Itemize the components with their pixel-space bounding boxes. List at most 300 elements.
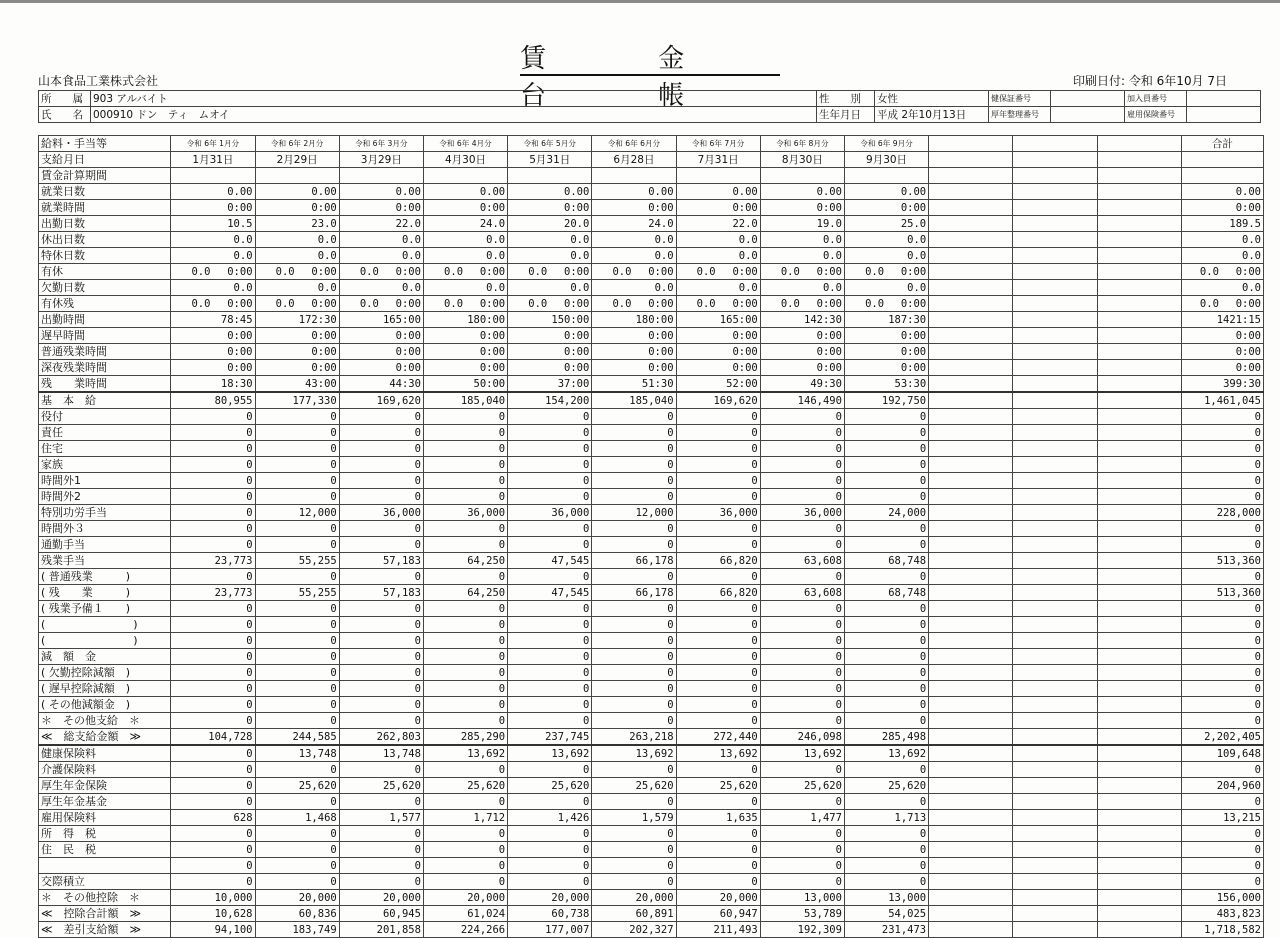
month-value: 263,218 xyxy=(592,729,676,746)
month-value: 285,498 xyxy=(844,729,928,746)
month-value: 0 xyxy=(760,858,844,874)
month-value: 0 xyxy=(760,601,844,617)
month-value: 0:00 xyxy=(423,200,507,216)
header-label: 給料・手当等 xyxy=(39,136,171,152)
empty-cell xyxy=(929,344,1013,360)
month-value: 0 xyxy=(592,425,676,441)
month-value: 51:30 xyxy=(592,376,676,393)
empty-cell xyxy=(1013,649,1097,665)
month-value: 0 xyxy=(255,665,339,681)
empty-cell xyxy=(929,457,1013,473)
month-value: 0 xyxy=(760,489,844,505)
month-value: 1,713 xyxy=(844,810,928,826)
ledger-row xyxy=(39,264,1264,280)
company-name: 山本食品工業株式会社 xyxy=(38,74,159,88)
month-value: 23,773 xyxy=(171,553,255,569)
ledger-row xyxy=(39,216,1264,232)
month-value: 262,803 xyxy=(339,729,423,746)
month-value: 0 xyxy=(255,489,339,505)
month-value: 0.0 xyxy=(171,248,255,264)
row-total: 0 xyxy=(1181,409,1263,425)
empty-cell xyxy=(929,280,1013,296)
empty-cell xyxy=(1097,681,1181,697)
month-value: 0:00 xyxy=(171,360,255,376)
ledger-row xyxy=(39,842,1264,858)
month-value: 169,620 xyxy=(339,392,423,409)
kousei-label: 厚年整理番号 xyxy=(989,107,1051,123)
empty-cell xyxy=(1097,569,1181,585)
month-value: 1,477 xyxy=(760,810,844,826)
ledger-row xyxy=(39,713,1264,729)
month-value: 0.0 0:00 xyxy=(255,296,339,312)
empty-cell xyxy=(1097,168,1181,184)
month-value: 0 xyxy=(508,697,592,713)
month-value: 0 xyxy=(760,842,844,858)
month-value: 0 xyxy=(760,441,844,457)
month-value: 0 xyxy=(339,858,423,874)
month-value: 0 xyxy=(255,858,339,874)
empty-cell xyxy=(1097,665,1181,681)
month-header: 令和 6年 5月分 xyxy=(508,136,592,152)
month-value: 0 xyxy=(339,874,423,890)
empty-cell xyxy=(929,762,1013,778)
month-value xyxy=(171,168,255,184)
empty-cell xyxy=(929,537,1013,553)
month-value: 0 xyxy=(592,441,676,457)
empty-cell xyxy=(929,360,1013,376)
month-value: 0 xyxy=(339,762,423,778)
empty-cell xyxy=(929,729,1013,746)
kenpo-value xyxy=(1051,91,1125,107)
month-value: 0 xyxy=(676,569,760,585)
empty-cell xyxy=(1097,537,1181,553)
row-total: 0.0 xyxy=(1181,248,1263,264)
month-value: 5月31日 xyxy=(508,152,592,168)
row-label: 介護保険料 xyxy=(39,762,171,778)
month-value: 60,836 xyxy=(255,906,339,922)
month-value: 0:00 xyxy=(339,360,423,376)
month-value: 0 xyxy=(255,473,339,489)
month-value: 68,748 xyxy=(844,553,928,569)
empty-cell xyxy=(1013,457,1097,473)
month-value: 187:30 xyxy=(844,312,928,328)
row-label: ( 残業予備１ ) xyxy=(39,601,171,617)
month-value: 0 xyxy=(339,649,423,665)
month-value: 0 xyxy=(676,473,760,489)
row-label: 深夜残業時間 xyxy=(39,360,171,376)
month-value: 0.00 xyxy=(676,184,760,200)
month-value: 0 xyxy=(592,794,676,810)
month-value: 0 xyxy=(423,601,507,617)
row-label: ＊ その他支給 ＊ xyxy=(39,713,171,729)
month-value: 0:00 xyxy=(592,328,676,344)
empty-cell xyxy=(929,826,1013,842)
month-value: 0.00 xyxy=(339,184,423,200)
empty-cell xyxy=(1097,601,1181,617)
month-value: 0 xyxy=(255,537,339,553)
month-value: 36,000 xyxy=(760,505,844,521)
ledger-row xyxy=(39,778,1264,794)
month-value: 13,692 xyxy=(592,745,676,762)
empty-cell xyxy=(1013,425,1097,441)
month-value: 0 xyxy=(339,794,423,810)
month-value: 0 xyxy=(676,649,760,665)
month-value: 25,620 xyxy=(339,778,423,794)
row-label: 残 業時間 xyxy=(39,376,171,393)
month-value: 0.0 0:00 xyxy=(339,264,423,280)
ledger-row xyxy=(39,184,1264,200)
empty-cell xyxy=(1097,392,1181,409)
empty-cell xyxy=(929,617,1013,633)
month-value: 0 xyxy=(508,713,592,729)
month-value: 0 xyxy=(171,505,255,521)
empty-cell xyxy=(1013,858,1097,874)
month-value: 22.0 xyxy=(339,216,423,232)
month-value: 0 xyxy=(423,649,507,665)
month-value: 0 xyxy=(676,858,760,874)
empty-cell xyxy=(1097,280,1181,296)
row-label: 通勤手当 xyxy=(39,537,171,553)
month-value: 25,620 xyxy=(255,778,339,794)
month-value: 25,620 xyxy=(844,778,928,794)
month-value xyxy=(844,168,928,184)
empty-cell xyxy=(929,296,1013,312)
month-value: 0 xyxy=(676,409,760,425)
month-value: 0 xyxy=(676,601,760,617)
month-value: 185,040 xyxy=(423,392,507,409)
month-value: 1,712 xyxy=(423,810,507,826)
month-value: 0 xyxy=(255,842,339,858)
month-value: 0.0 0:00 xyxy=(592,296,676,312)
month-value: 0 xyxy=(844,633,928,649)
month-value: 142:30 xyxy=(760,312,844,328)
empty-cell xyxy=(929,601,1013,617)
month-value: 192,309 xyxy=(760,922,844,938)
month-value: 36,000 xyxy=(508,505,592,521)
empty-cell xyxy=(1097,778,1181,794)
month-value: 183,749 xyxy=(255,922,339,938)
month-value: 0 xyxy=(171,697,255,713)
month-value: 0 xyxy=(508,473,592,489)
month-value: 0 xyxy=(339,473,423,489)
empty-cell xyxy=(1013,200,1097,216)
month-value: 0.00 xyxy=(255,184,339,200)
month-value: 0 xyxy=(423,521,507,537)
empty-cell xyxy=(1097,922,1181,938)
month-value: 0 xyxy=(423,697,507,713)
empty-cell xyxy=(1097,232,1181,248)
month-value: 0 xyxy=(339,842,423,858)
month-value: 0:00 xyxy=(171,328,255,344)
month-value: 0 xyxy=(423,842,507,858)
month-value: 94,100 xyxy=(171,922,255,938)
month-value: 0.00 xyxy=(760,184,844,200)
month-value: 211,493 xyxy=(676,922,760,938)
month-value: 0 xyxy=(760,794,844,810)
month-value: 0.0 xyxy=(760,280,844,296)
month-value: 0.0 xyxy=(423,232,507,248)
month-value: 0 xyxy=(423,425,507,441)
month-value: 0 xyxy=(171,874,255,890)
month-value: 0 xyxy=(844,537,928,553)
month-value: 0 xyxy=(760,665,844,681)
row-total: 0 xyxy=(1181,537,1263,553)
month-value: 0:00 xyxy=(844,328,928,344)
empty-cell xyxy=(1097,152,1181,168)
empty-cell xyxy=(1097,409,1181,425)
month-value: 224,266 xyxy=(423,922,507,938)
month-value: 0 xyxy=(508,858,592,874)
empty-cell xyxy=(1097,713,1181,729)
month-value: 9月30日 xyxy=(844,152,928,168)
month-value: 0 xyxy=(592,601,676,617)
month-value: 3月29日 xyxy=(339,152,423,168)
row-label: ( 普通残業 ) xyxy=(39,569,171,585)
empty-cell xyxy=(1097,906,1181,922)
koyou-label: 雇用保険番号 xyxy=(1125,107,1187,123)
empty-cell xyxy=(1097,633,1181,649)
month-value: 0.0 0:00 xyxy=(844,296,928,312)
ledger-row xyxy=(39,890,1264,906)
month-value xyxy=(508,168,592,184)
month-value: 0 xyxy=(844,826,928,842)
month-value: 0 xyxy=(844,521,928,537)
month-value: 0 xyxy=(508,409,592,425)
month-value: 37:00 xyxy=(508,376,592,393)
month-value: 25,620 xyxy=(508,778,592,794)
empty-cell xyxy=(929,890,1013,906)
wage-ledger-table xyxy=(38,135,1264,938)
month-value: 0 xyxy=(171,569,255,585)
month-value: 0.0 0:00 xyxy=(508,296,592,312)
month-value: 0:00 xyxy=(592,200,676,216)
month-value: 0:00 xyxy=(171,200,255,216)
month-value: 0 xyxy=(844,858,928,874)
month-value: 0 xyxy=(171,713,255,729)
month-value: 154,200 xyxy=(508,392,592,409)
month-value: 7月31日 xyxy=(676,152,760,168)
month-value: 0 xyxy=(171,521,255,537)
row-total: 0 xyxy=(1181,874,1263,890)
month-value: 201,858 xyxy=(339,922,423,938)
row-label: ( その他減額金 ) xyxy=(39,697,171,713)
month-value: 63,608 xyxy=(760,585,844,601)
month-value: 0 xyxy=(592,842,676,858)
birth-label: 生年月日 xyxy=(817,107,875,123)
month-value: 0 xyxy=(423,473,507,489)
empty-cell xyxy=(1097,890,1181,906)
empty-cell xyxy=(929,473,1013,489)
empty-cell xyxy=(929,312,1013,328)
empty-cell xyxy=(1013,280,1097,296)
ledger-row xyxy=(39,553,1264,569)
month-value: 0 xyxy=(508,826,592,842)
empty-cell xyxy=(1097,553,1181,569)
row-total: 109,648 xyxy=(1181,745,1263,762)
ledger-row xyxy=(39,826,1264,842)
row-total: 0.00 xyxy=(1181,184,1263,200)
month-value: 0 xyxy=(255,762,339,778)
row-total: 513,360 xyxy=(1181,553,1263,569)
kanyu-value xyxy=(1187,91,1261,107)
koyou-value xyxy=(1187,107,1261,123)
month-value: 285,290 xyxy=(423,729,507,746)
month-value: 0 xyxy=(423,409,507,425)
empty-cell xyxy=(929,649,1013,665)
month-value: 0 xyxy=(423,762,507,778)
row-label: ≪ 差引支給額 ≫ xyxy=(39,922,171,938)
month-value: 0 xyxy=(760,826,844,842)
month-value: 6月28日 xyxy=(592,152,676,168)
month-value: 0 xyxy=(760,457,844,473)
row-total: 0.0 xyxy=(1181,280,1263,296)
empty-cell xyxy=(929,553,1013,569)
row-label: 雇用保険料 xyxy=(39,810,171,826)
month-value: 231,473 xyxy=(844,922,928,938)
month-value: 0 xyxy=(171,457,255,473)
month-value: 0 xyxy=(171,826,255,842)
row-total: 0.0 xyxy=(1181,232,1263,248)
empty-cell xyxy=(1097,264,1181,280)
month-value: 66,820 xyxy=(676,585,760,601)
month-header: 令和 6年 4月分 xyxy=(423,136,507,152)
month-value: 0 xyxy=(592,537,676,553)
empty-cell xyxy=(1097,184,1181,200)
empty-cell xyxy=(1013,328,1097,344)
month-value: 0 xyxy=(676,537,760,553)
ledger-row xyxy=(39,569,1264,585)
month-value: 0:00 xyxy=(339,200,423,216)
empty-cell xyxy=(1013,521,1097,537)
ledger-row xyxy=(39,922,1264,938)
page-title: 賃 金 台 帳 xyxy=(520,44,737,111)
row-label: 時間外３ xyxy=(39,521,171,537)
row-label: 特別功労手当 xyxy=(39,505,171,521)
month-value: 0 xyxy=(423,569,507,585)
month-value: 192,750 xyxy=(844,392,928,409)
month-value: 12,000 xyxy=(592,505,676,521)
month-value: 0 xyxy=(676,617,760,633)
month-value: 13,692 xyxy=(760,745,844,762)
empty-cell xyxy=(929,248,1013,264)
month-value: 13,748 xyxy=(255,745,339,762)
month-value: 25,620 xyxy=(592,778,676,794)
ledger-row xyxy=(39,810,1264,826)
month-value: 0 xyxy=(255,569,339,585)
month-value: 0 xyxy=(423,794,507,810)
ledger-row xyxy=(39,649,1264,665)
empty-cell xyxy=(1013,665,1097,681)
month-value: 0:00 xyxy=(844,200,928,216)
month-value: 0.0 xyxy=(508,248,592,264)
month-value: 0 xyxy=(676,425,760,441)
row-label: 健康保険料 xyxy=(39,745,171,762)
month-value: 0.0 xyxy=(171,232,255,248)
month-value: 0 xyxy=(844,409,928,425)
empty-cell xyxy=(929,521,1013,537)
row-total: 0 xyxy=(1181,713,1263,729)
name-label: 氏 名 xyxy=(39,107,91,123)
month-value: 0 xyxy=(339,665,423,681)
sex-value: 女性 xyxy=(875,91,989,107)
month-value: 1,635 xyxy=(676,810,760,826)
month-value: 0 xyxy=(508,569,592,585)
month-value: 23.0 xyxy=(255,216,339,232)
empty-cell xyxy=(929,922,1013,938)
row-label: 時間外1 xyxy=(39,473,171,489)
month-value: 0 xyxy=(423,713,507,729)
month-value: 0 xyxy=(171,617,255,633)
row-total: 156,000 xyxy=(1181,890,1263,906)
ledger-row xyxy=(39,425,1264,441)
month-value: 2月29日 xyxy=(255,152,339,168)
month-value: 20,000 xyxy=(592,890,676,906)
month-value: 0 xyxy=(339,425,423,441)
ledger-row xyxy=(39,328,1264,344)
row-total: 0 xyxy=(1181,681,1263,697)
row-total: 1,461,045 xyxy=(1181,392,1263,409)
month-value: 0.0 xyxy=(844,248,928,264)
month-value: 0:00 xyxy=(423,328,507,344)
month-value: 0 xyxy=(760,521,844,537)
month-value: 13,692 xyxy=(423,745,507,762)
month-value: 0 xyxy=(508,633,592,649)
month-value: 57,183 xyxy=(339,553,423,569)
month-value: 0:00 xyxy=(255,200,339,216)
month-value: 52:00 xyxy=(676,376,760,393)
ledger-row xyxy=(39,794,1264,810)
ledger-row xyxy=(39,681,1264,697)
ledger-row xyxy=(39,200,1264,216)
month-value: 0 xyxy=(676,489,760,505)
month-value: 0 xyxy=(423,826,507,842)
empty-cell xyxy=(1013,617,1097,633)
month-value: 0 xyxy=(255,633,339,649)
month-value: 0 xyxy=(508,489,592,505)
month-value: 0 xyxy=(508,794,592,810)
empty-cell xyxy=(1013,409,1097,425)
row-label: 就業時間 xyxy=(39,200,171,216)
month-header: 令和 6年 9月分 xyxy=(844,136,928,152)
month-value: 0 xyxy=(255,794,339,810)
month-value: 0 xyxy=(171,601,255,617)
empty-cell xyxy=(1097,874,1181,890)
month-value: 146,490 xyxy=(760,392,844,409)
month-value: 12,000 xyxy=(255,505,339,521)
month-value: 10,628 xyxy=(171,906,255,922)
month-value: 20,000 xyxy=(339,890,423,906)
month-value: 0 xyxy=(255,425,339,441)
month-value: 0 xyxy=(592,569,676,585)
month-value: 180:00 xyxy=(592,312,676,328)
month-value: 4月30日 xyxy=(423,152,507,168)
row-label: ( ) xyxy=(39,633,171,649)
month-value: 0 xyxy=(592,762,676,778)
empty-cell xyxy=(929,505,1013,521)
empty-cell xyxy=(929,681,1013,697)
month-value: 0 xyxy=(423,874,507,890)
row-total: 0:00 xyxy=(1181,328,1263,344)
month-value: 0.0 xyxy=(339,280,423,296)
month-value: 13,692 xyxy=(508,745,592,762)
month-value: 0 xyxy=(592,826,676,842)
month-value: 0 xyxy=(592,521,676,537)
month-value: 628 xyxy=(171,810,255,826)
month-value: 0 xyxy=(508,521,592,537)
row-label: 就業日数 xyxy=(39,184,171,200)
ledger-row xyxy=(39,745,1264,762)
month-value: 24,000 xyxy=(844,505,928,521)
